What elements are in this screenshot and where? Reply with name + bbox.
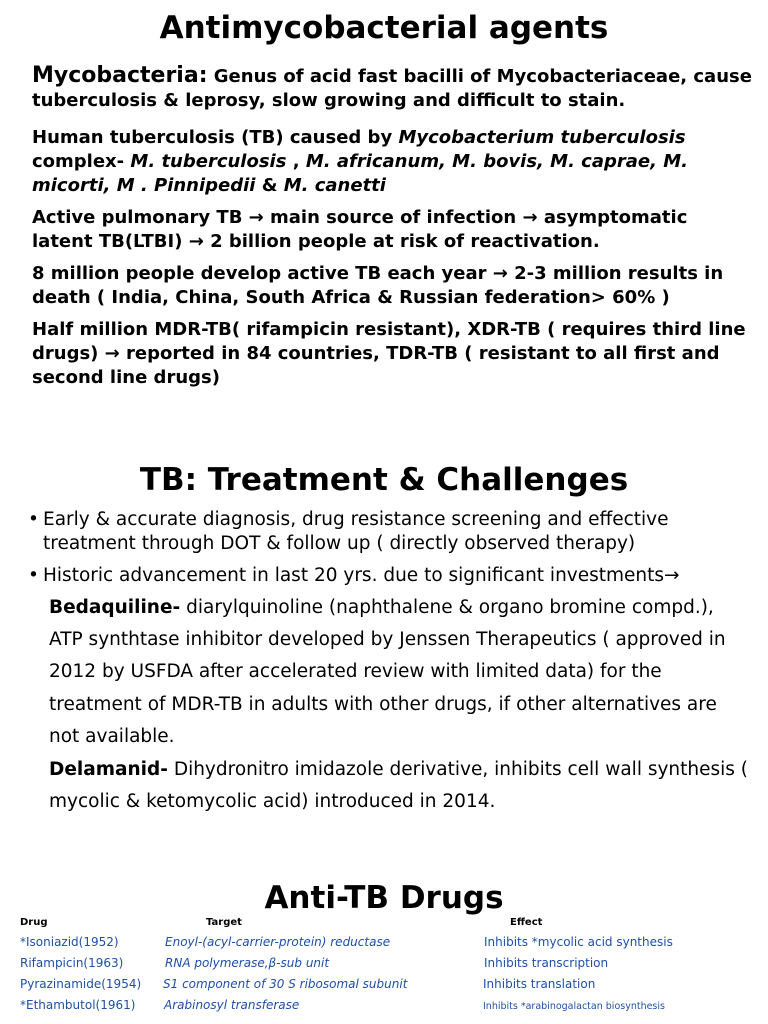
target-cell: S1 component of 30 S ribosomal subunit [163,977,408,991]
header-target: Target [206,917,242,928]
delamanid-paragraph [49,754,749,818]
bullet-advancement [28,564,758,588]
target-cell: Enoyl-(acyl-carrier-protein) reductase [165,935,391,949]
target-cell: Arabinosyl transferase [164,998,300,1012]
paragraph-human-tb [32,126,752,198]
effect-cell: Inhibits transcription [484,956,609,970]
table-row [0,935,768,956]
effect-cell: Inhibits *mycolic acid synthesis [484,935,673,949]
page-title: Antimycobacterial agents [159,10,609,46]
effect-cell: Inhibits *arabinogalactan biosynthesis [483,1001,665,1012]
section-title-anti-tb-drugs: Anti-TB Drugs [264,880,504,916]
target-cell: RNA polymerase,β-sub unit [165,956,330,970]
bullet-advancement-text: Historic advancement in last 20 yrs. due to significant investments→ [43,565,680,586]
p2-c-italic: M. tuberculosis [130,151,287,172]
term-mycobacteria: Mycobacteria [32,63,199,88]
header-drug: Drug [20,917,48,928]
bullet-diagnosis-text: Early & accurate diagnosis, drug resistance screening and effective treatment through DOT & follow up ( directly observed therapy) [43,509,669,554]
mycobacteria-definition: Genus of acid fast bacilli of Mycobacteriaceae, cause tuberculosis & leprosy, slow growing and difficult to stain. [32,66,752,111]
bullet-dot: • [28,509,39,530]
bedaquiline-name: Bedaquiline- [49,597,181,618]
delamanid-name: Delamanid- [49,759,168,780]
bedaquiline-text: diarylquinoline (naphthalene & organo bromine compd.), ATP synthtase inhibitor developed by Jenssen Therapeutics ( approved in 2012 by USFDA after accelerated review with limited data) for the treatment of MDR-TB in adults with other drugs, if other alternatives are not available. [49,597,726,747]
section-title-treatment: TB: Treatment & Challenges [139,462,629,498]
p2-d: , [286,151,306,172]
term-separator: : [198,63,208,88]
p2-b: complex- [32,151,125,172]
header-effect: Effect [510,917,543,928]
paragraph-mdr-tb: Half million MDR-TB( rifampicin resistant), XDR-TB ( requires third line drugs) → reported in 84 countries, TDR-TB ( resistant to all first and second line drugs) [32,319,746,388]
table-row [0,977,768,998]
p2-g-italic: M. canetti [283,175,386,196]
p2-e-italic: M. africanum, M. bovis, M. caprae, M. micorti, M . Pinnipedii [32,151,688,196]
paragraph-active-tb: Active pulmonary TB → main source of infection → asymptomatic latent TB(LTBI) → 2 billion people at risk of reactivation. [32,207,688,252]
drug-cell: *Isoniazid(1952) [20,935,119,949]
table-row [0,998,768,1019]
effect-cell: Inhibits translation [483,977,596,991]
delamanid-text: Dihydronitro imidazole derivative, inhibits cell wall synthesis ( mycolic & ketomycolic acid) introduced in 2014. [49,759,749,813]
bullet-diagnosis [28,508,758,556]
p2-a: Human tuberculosis (TB) caused by [32,127,399,148]
bullet-dot: • [28,565,39,586]
drug-cell: Pyrazinamide(1954) [20,977,142,991]
table-row [0,956,768,977]
drug-cell: *Ethambutol(1961) [20,998,136,1012]
paragraph-mycobacteria [32,64,752,113]
drug-cell: Rifampicin(1963) [20,956,124,970]
bedaquiline-paragraph [49,592,749,753]
p2-a-italic: Mycobacterium tuberculosis [398,127,686,148]
p2-f: & [255,175,284,196]
paragraph-eight-million: 8 million people develop active TB each year → 2-3 million results in death ( India, China, South Africa & Russian federation> 60% ) [32,263,724,308]
